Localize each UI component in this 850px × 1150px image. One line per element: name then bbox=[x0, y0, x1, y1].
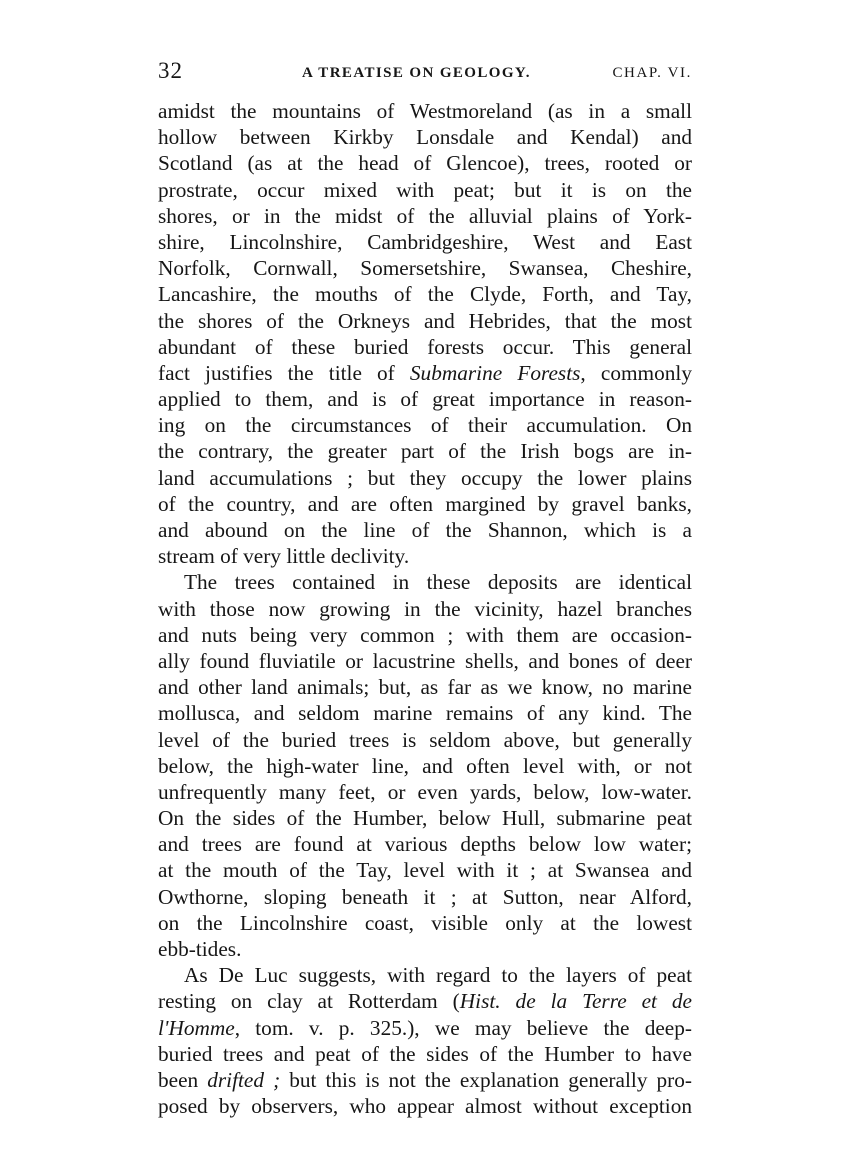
text-line: the shores of the Orkneys and Hebrides, that the most bbox=[158, 308, 692, 333]
text-line: and other land animals; but, as far as we know, no marine bbox=[158, 675, 692, 700]
text-line: below, the high-water line, and often level with, or not bbox=[158, 753, 692, 778]
page-header bbox=[158, 58, 692, 94]
text-line: abundant of these buried forests occur. This general bbox=[158, 334, 692, 359]
text-segment: fact justifies the title of bbox=[158, 360, 410, 385]
text-line bbox=[158, 1067, 692, 1093]
text-segment: , tom. v. p. 325.), we may believe the deep- bbox=[234, 1015, 692, 1040]
text-line: buried trees and peat of the sides of the Humber to have bbox=[158, 1041, 692, 1066]
running-title: A TREATISE ON GEOLOGY. bbox=[302, 65, 531, 81]
text-line: and abound on the line of the Shannon, which is a bbox=[158, 518, 692, 542]
text-line: On the sides of the Humber, below Hull, submarine peat bbox=[158, 806, 692, 831]
italic-text: drifted ; bbox=[207, 1067, 281, 1092]
text-line: the contrary, the greater part of the Irish bogs are in- bbox=[158, 439, 692, 464]
book-page bbox=[158, 58, 692, 1119]
italic-text: Hist. de la Terre et de bbox=[459, 989, 692, 1014]
text-segment: resting on clay at Rotterdam ( bbox=[158, 989, 460, 1014]
text-line: land accumulations ; but they occupy the lower plains bbox=[158, 465, 692, 490]
text-line: Lancashire, the mouths of the Clyde, Forth, and Tay, bbox=[158, 282, 692, 307]
chapter-label: CHAP. VI. bbox=[612, 65, 692, 81]
text-line: Norfolk, Cornwall, Somersetshire, Swansea, Cheshire, bbox=[158, 256, 692, 281]
text-line: ally found fluviatile or lacustrine shells, and bones of deer bbox=[158, 648, 692, 673]
text-segment: but this is not the explanation generally pro- bbox=[280, 1067, 692, 1092]
text-line: stream of very little declivity. bbox=[158, 544, 410, 569]
text-line: and trees are found at various depths below low water; bbox=[158, 832, 692, 857]
text-line: applied to them, and is of great importance in reason- bbox=[158, 387, 692, 412]
text-line: ebb-tides. bbox=[158, 937, 242, 961]
text-line: hollow between Kirkby Lonsdale and Kendal) and bbox=[158, 125, 692, 150]
text-line: on the Lincolnshire coast, visible only at the lowest bbox=[158, 910, 692, 935]
text-line bbox=[158, 1015, 692, 1041]
page-number: 32 bbox=[158, 58, 183, 83]
text-line: As De Luc suggests, with regard to the layers of peat bbox=[184, 963, 692, 988]
text-line: and nuts being very common ; with them are occasion- bbox=[158, 622, 692, 647]
italic-text: Submarine Forests bbox=[409, 360, 581, 385]
text-line: The trees contained in these deposits are identical bbox=[184, 570, 692, 595]
text-line: mollusca, and seldom marine remains of any kind. The bbox=[158, 701, 692, 726]
text-line: at the mouth of the Tay, level with it ; at Swansea and bbox=[158, 858, 692, 883]
text-segment: , commonly bbox=[580, 360, 692, 385]
text-line bbox=[158, 988, 692, 1014]
text-line: prostrate, occur mixed with peat; but it is on the bbox=[158, 177, 692, 202]
text-line: posed by observers, who appear almost without exception bbox=[158, 1094, 692, 1119]
text-line: amidst the mountains of Westmoreland (as in a small bbox=[158, 99, 692, 123]
text-line: shores, or in the midst of the alluvial plains of York- bbox=[158, 203, 692, 228]
text-line: level of the buried trees is seldom above, but generally bbox=[158, 727, 692, 752]
body-text bbox=[158, 98, 692, 1119]
text-line: ing on the circumstances of their accumulation. On bbox=[158, 413, 692, 438]
text-line bbox=[158, 360, 692, 386]
text-line: with those now growing in the vicinity, hazel branches bbox=[158, 596, 692, 621]
text-line: Scotland (as at the head of Glencoe), trees, rooted or bbox=[158, 151, 692, 176]
text-segment: been bbox=[158, 1067, 208, 1092]
text-line: unfrequently many feet, or even yards, below, low-water. bbox=[158, 779, 692, 804]
text-line: Owthorne, sloping beneath it ; at Sutton, near Alford, bbox=[158, 884, 692, 909]
text-line: of the country, and are often margined by gravel banks, bbox=[158, 491, 692, 516]
italic-text: l'Homme bbox=[158, 1015, 235, 1040]
text-line: shire, Lincolnshire, Cambridgeshire, West and East bbox=[158, 229, 692, 254]
